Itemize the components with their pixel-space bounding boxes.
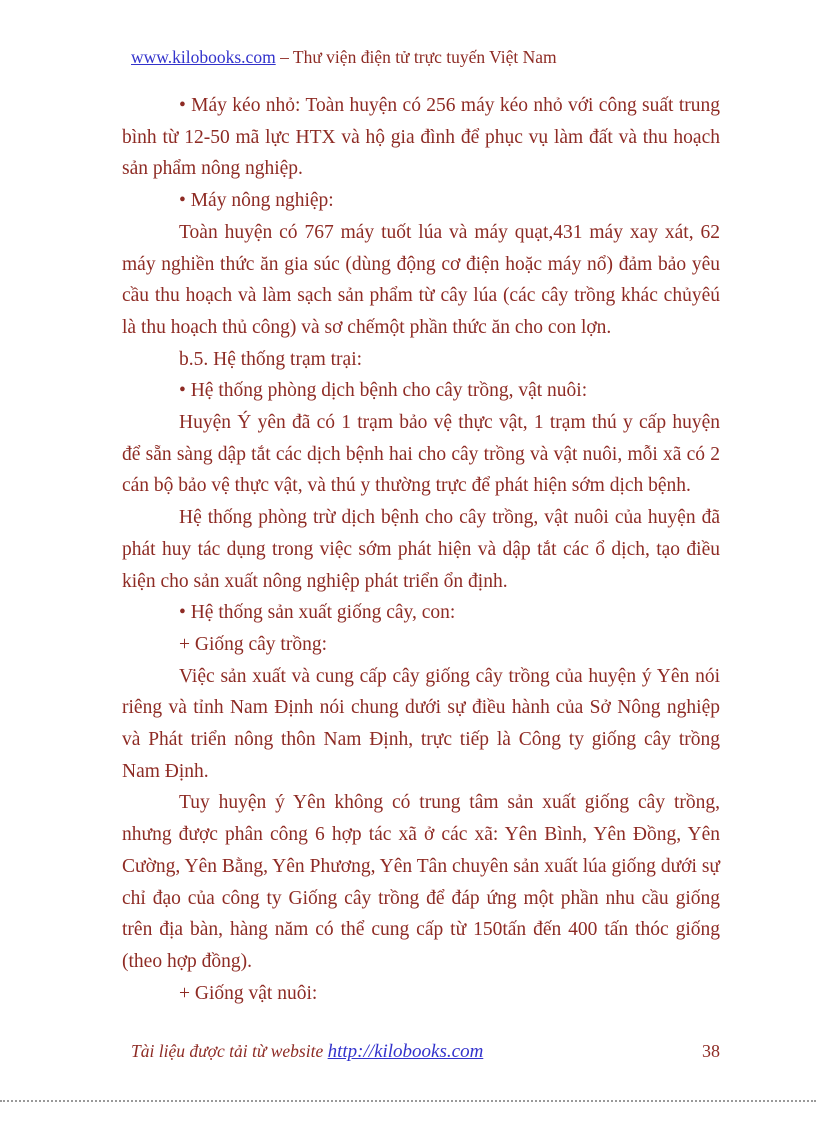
page-number: 38: [702, 1041, 720, 1061]
footer-kilobooks-link[interactable]: http://kilobooks.com: [327, 1041, 484, 1062]
header-kilobooks-link[interactable]: www.kilobooks.com: [131, 47, 276, 67]
paragraph: + Giống cây trồng:: [179, 633, 328, 655]
paragraph: Huyện Ý yên đã có 1 trạm bảo vệ thực vật, 1 trạm thú y cấp huyện để sẵn sàng dập tắt các dịch bệnh hai cho cây trồng và vật nuôi, mỗi xã có 2 cán bộ bảo vệ thực vật, và thú y thường trực để phát hiện sớm dịch bệnh.: [122, 412, 720, 497]
paragraph: • Máy nông nghiệp:: [179, 190, 334, 212]
paragraph: b.5. Hệ thống trạm trại:: [179, 348, 363, 370]
paragraph: Toàn huyện có 767 máy tuốt lúa và máy quạt,431 máy xay xát, 62 máy nghiền thức ăn gia súc (dùng động cơ điện hoặc máy nổ) đảm bảo yêu cầu thu hoạch và làm sạch sản phẩm từ cây lúa (các cây trồng khác chủyêú là thu hoạch thủ công) và sơ chếmột phần thức ăn cho con lợn.: [122, 221, 720, 338]
paragraph: • Máy kéo nhỏ: Toàn huyện có 256 máy kéo nhỏ với công suất trung bình từ 12-50 mã lực HTX và hộ gia đình để phục vụ làm đất và thu hoạch sản phẩm nông nghiệp.: [122, 95, 720, 180]
header-tagline: – Thư viện điện tử trực tuyến Việt Nam: [275, 47, 557, 67]
paragraph: • Hệ thống sản xuất giống cây, con:: [179, 602, 456, 624]
paragraph: • Hệ thống phòng dịch bệnh cho cây trồng, vật nuôi:: [179, 380, 588, 402]
page-bottom-dashed-line: [0, 1100, 816, 1102]
paragraph: Tuy huyện ý Yên không có trung tâm sản xuất giống cây trồng, nhưng được phân công 6 hợp tác xã ở các xã: Yên Bình, Yên Đồng, Yên Cường, Yên Bằng, Yên Phương, Yên Tân chuyên sản xuất lúa giống dưới sự chỉ đạo của công ty Giống cây trồng để đáp ứng một phần nhu cầu giống trên địa bàn, hàng năm có thể cung cấp từ 150tấn đến 400 tấn thóc giống (theo hợp đồng).: [122, 792, 720, 972]
paragraph: Việc sản xuất và cung cấp cây giống cây trồng của huyện ý Yên nói riêng và tỉnh Nam Định nói chung dưới sự điều hành của Sở Nông nghiệp và Phát triển nông thôn Nam Định, trực tiếp là Công ty giống cây trồng Nam Định.: [122, 665, 720, 782]
paragraph: + Giống vật nuôi:: [179, 982, 318, 1004]
document-body: [122, 90, 720, 1009]
footer-text: Tài liệu được tải từ website: [131, 1041, 328, 1061]
paragraph: Hệ thống phòng trừ dịch bệnh cho cây trồng, vật nuôi của huyện đã phát huy tác dụng trong việc sớm phát hiện và dập tắt các ổ dịch, tạo điều kiện cho sản xuất nông nghiệp phát triển ổn định.: [122, 507, 720, 592]
page-header: [131, 47, 720, 68]
page-footer: [131, 1041, 720, 1063]
